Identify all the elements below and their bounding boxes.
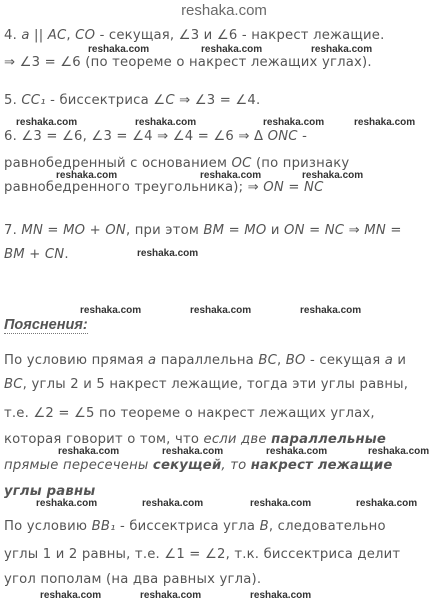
- watermark-text: reshaka.com: [368, 446, 430, 457]
- text-segment: секущей: [152, 458, 222, 473]
- text-segment: ON: [105, 223, 126, 238]
- watermark-text: reshaka.com: [356, 498, 418, 509]
- text-line: [4, 458, 393, 473]
- text-segment: 5.: [4, 93, 22, 108]
- text-segment: равнобедренного треугольника); ⇒: [4, 180, 264, 195]
- watermark-text: reshaka.com: [142, 498, 204, 509]
- text-segment: =: [304, 223, 325, 238]
- watermark-text: reshaka.com: [311, 44, 373, 55]
- text-line: [4, 247, 69, 262]
- text-segment: параллельна: [156, 353, 259, 368]
- text-segment: MN: [364, 223, 386, 238]
- text-segment: , то: [221, 458, 251, 473]
- text-segment: CO: [75, 28, 96, 43]
- text-segment: MN: [21, 223, 44, 238]
- text-segment: , при этом: [125, 223, 204, 238]
- watermark-text: reshaka.com: [16, 117, 78, 128]
- text-segment: BC: [4, 377, 23, 392]
- text-line: [4, 406, 375, 421]
- text-line: [4, 28, 384, 43]
- text-segment: накрест лежащие: [250, 458, 393, 473]
- text-segment: -: [297, 129, 308, 144]
- text-segment: +: [24, 247, 45, 262]
- text-segment: ON: [263, 180, 284, 195]
- text-segment: ⇒: [344, 223, 365, 238]
- watermark-text: reshaka.com: [56, 170, 118, 181]
- text-line: [4, 432, 386, 447]
- text-line: [4, 519, 386, 534]
- text-segment: NC: [304, 180, 324, 195]
- text-line: [4, 547, 400, 562]
- text-segment: ₁: [110, 519, 116, 534]
- text-segment: 6. ∠3 = ∠6, ∠3 = ∠4 ⇒ ∠4 = ∠6 ⇒ Δ: [4, 129, 268, 144]
- text-segment: AC: [47, 28, 67, 43]
- explanations-heading: Пояснения:: [4, 317, 88, 333]
- text-line: [4, 129, 307, 144]
- text-segment: ⇒ ∠3 = ∠4.: [174, 93, 261, 108]
- text-segment: - биссектриса угла: [115, 519, 260, 534]
- text-segment: углы равны: [4, 484, 96, 499]
- watermark-text: reshaka.com: [190, 305, 252, 316]
- watermark-text: reshaka.com: [58, 446, 120, 457]
- text-segment: a: [384, 353, 394, 368]
- watermark-text: reshaka.com: [40, 590, 102, 601]
- text-segment: - биссектриса ∠: [45, 93, 166, 108]
- text-line: [4, 156, 349, 171]
- text-segment: BM: [4, 247, 25, 262]
- text-segment: - секущая: [305, 353, 385, 368]
- text-line: [4, 93, 260, 108]
- text-segment: 7.: [4, 223, 22, 238]
- site-header: reshaka.com: [181, 2, 267, 19]
- watermark-text: reshaka.com: [302, 170, 364, 181]
- text-segment: =: [385, 223, 402, 238]
- text-segment: ⇒ ∠3 = ∠6 (по теореме о накрест лежащих углах).: [4, 55, 372, 70]
- watermark-text: reshaka.com: [266, 446, 328, 457]
- watermark-text: reshaka.com: [80, 305, 142, 316]
- watermark-text: reshaka.com: [135, 117, 197, 128]
- text-segment: ,: [277, 353, 286, 368]
- text-segment: , углы 2 и 5 накрест лежащие, тогда эти углы равны,: [22, 377, 409, 392]
- text-segment: NC: [324, 223, 345, 238]
- text-segment: прямые пересечены: [4, 458, 153, 473]
- text-segment: CN: [44, 247, 65, 262]
- text-segment: углы 1 и 2 равны, т.е. ∠1 = ∠2, т.к. биссектриса делит: [4, 547, 401, 562]
- watermark-text: reshaka.com: [354, 117, 416, 128]
- text-segment: равнобедренный с основанием: [4, 156, 232, 171]
- watermark-text: reshaka.com: [140, 590, 202, 601]
- text-segment: 4.: [4, 28, 22, 43]
- text-segment: CC: [21, 93, 41, 108]
- watermark-text: reshaka.com: [200, 170, 262, 181]
- text-segment: BM: [203, 223, 225, 238]
- text-segment: MO: [244, 223, 267, 238]
- text-segment: a: [21, 28, 30, 43]
- text-segment: т.е. ∠2 = ∠5 по теореме о накрест лежащих углах,: [4, 406, 375, 421]
- text-segment: ONC: [267, 129, 298, 144]
- watermark-text: reshaka.com: [250, 590, 312, 601]
- watermark-text: reshaka.com: [250, 498, 312, 509]
- text-line: [4, 353, 406, 368]
- text-segment: и: [266, 223, 285, 238]
- text-segment: которая говорит о том, что: [4, 432, 204, 447]
- text-segment: +: [85, 223, 106, 238]
- text-line: [4, 572, 261, 587]
- text-segment: (по признаку: [251, 156, 350, 171]
- text-line: [4, 180, 323, 195]
- watermark-text: reshaka.com: [88, 44, 150, 55]
- text-segment: =: [43, 223, 64, 238]
- text-segment: a: [148, 353, 157, 368]
- text-segment: B: [259, 519, 269, 534]
- text-segment: OC: [231, 156, 252, 171]
- text-segment: - секущая, ∠3 и ∠6 - накрест лежащие.: [95, 28, 385, 43]
- text-segment: если две: [203, 432, 272, 447]
- text-segment: ||: [29, 28, 48, 43]
- text-segment: По условию прямая: [4, 353, 149, 368]
- watermark-text: reshaka.com: [36, 498, 98, 509]
- watermark-text: reshaka.com: [263, 117, 325, 128]
- text-segment: C: [165, 93, 175, 108]
- text-segment: .: [64, 247, 69, 262]
- text-segment: По условию: [4, 519, 92, 534]
- text-segment: MO: [63, 223, 86, 238]
- watermark-text: reshaka.com: [201, 44, 263, 55]
- text-segment: =: [283, 180, 304, 195]
- text-segment: , следовательно: [268, 519, 386, 534]
- text-segment: ON: [284, 223, 305, 238]
- watermark-text: reshaka.com: [162, 446, 224, 457]
- text-segment: угол пополам (на два равных угла).: [4, 572, 262, 587]
- text-segment: ,: [66, 28, 76, 43]
- text-line: [4, 377, 408, 392]
- text-segment: и: [393, 353, 407, 368]
- text-line: [4, 223, 402, 238]
- text-segment: BB: [91, 519, 111, 534]
- watermark-text: reshaka.com: [300, 305, 362, 316]
- text-line: [4, 55, 372, 70]
- text-segment: BO: [285, 353, 306, 368]
- text-segment: =: [224, 223, 245, 238]
- text-segment: BC: [258, 353, 277, 368]
- text-segment: ₁: [40, 93, 46, 108]
- text-segment: параллельные: [271, 432, 387, 447]
- text-line: [4, 484, 95, 499]
- watermark-text: reshaka.com: [137, 248, 199, 259]
